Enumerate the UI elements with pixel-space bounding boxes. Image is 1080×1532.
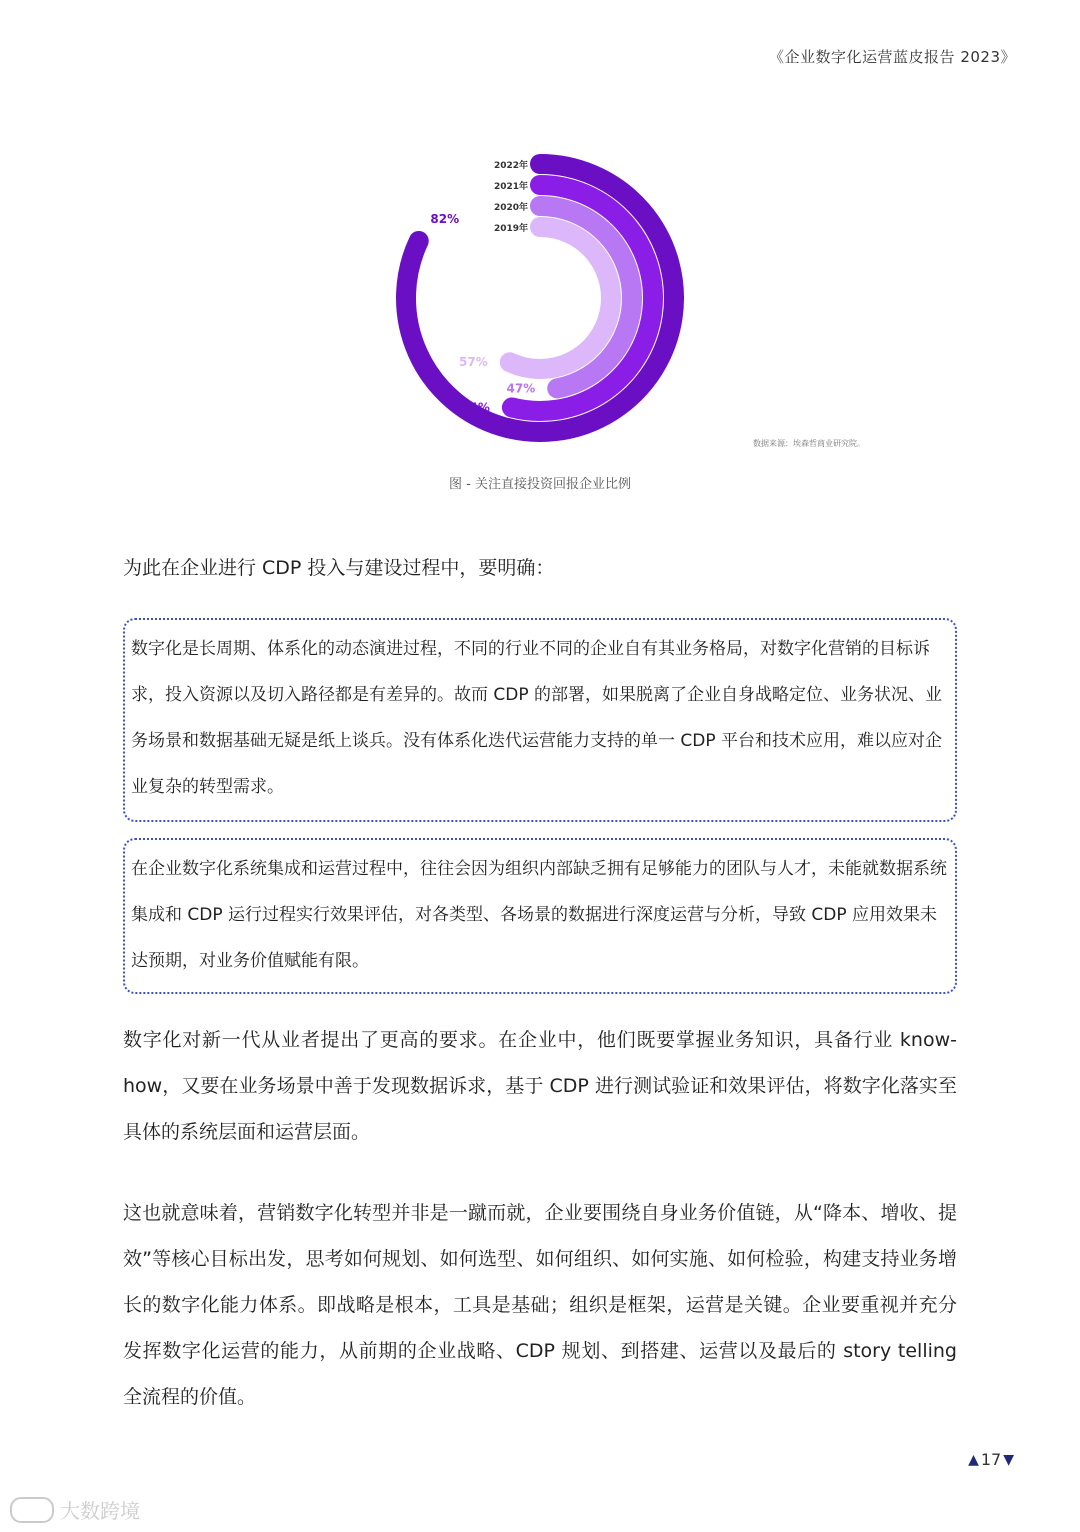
year-label: 2022年 — [493, 161, 528, 171]
watermark-logo-icon — [10, 1497, 54, 1523]
report-title: 《企业数字化运营蓝皮报告 2023》 — [769, 48, 1016, 66]
chart-source: 数据来源：埃森哲商业研究院。 — [753, 439, 865, 448]
radial-bar-2019年 — [510, 227, 611, 369]
value-label: 47% — [506, 381, 536, 396]
chart-caption: 图 - 关注直接投资回报企业比例 — [449, 477, 631, 492]
callout-box-1: 数字化是长周期、体系化的动态演进过程，不同的行业不同的企业自有其业务格局，对数字化营销的目标诉求，投入资源以及切入路径都是有差异的。故而 CDP 的部署，如果脱离了企业自身战略定位、业务状况、业务场景和数据基础无疑是纸上谈兵。没有体系化迭代运营能力支持的单一 CDP 平台和技术应用，难以应对企业复杂的转型需求。 — [123, 618, 957, 822]
lead-sentence: 为此在企业进行 CDP 投入与建设过程中，要明确： — [123, 557, 555, 579]
year-label: 2020年 — [493, 203, 528, 213]
page-navigator — [968, 1450, 1014, 1469]
value-label: 57% — [459, 355, 488, 370]
radial-chart-svg — [340, 130, 900, 460]
year-label: 2019年 — [493, 224, 528, 234]
page-down-icon[interactable]: ▼ — [1003, 1451, 1014, 1468]
paragraph-1: 数字化对新一代从业者提出了更高的要求。在企业中，他们既要掌握业务知识，具备行业 know-how，又要在业务场景中善于发现数据诉求，基于 CDP 进行测试验证和效果评估，将数字化落实至具体的系统层面和运营层面。 — [123, 1029, 957, 1143]
radial-chart — [340, 130, 900, 460]
value-label: 54% — [461, 400, 490, 415]
year-label: 2021年 — [493, 182, 528, 192]
page-up-icon[interactable]: ▲ — [968, 1451, 979, 1468]
page-number: 17 — [980, 1450, 1002, 1469]
value-label: 82% — [430, 211, 460, 226]
callout-box-2: 在企业数字化系统集成和运营过程中，往往会因为组织内部缺乏拥有足够能力的团队与人才，未能就数据系统集成和 CDP 运行过程实行效果评估，对各类型、各场景的数据进行深度运营与分析，导致 CDP 应用效果未达预期，对业务价值赋能有限。 — [123, 838, 957, 994]
watermark-text: 大数跨境 — [60, 1499, 140, 1523]
watermark — [10, 1495, 140, 1524]
paragraph-2: 这也就意味着，营销数字化转型并非是一蹴而就，企业要围绕自身业务价值链，从“降本、增收、提效”等核心目标出发，思考如何规划、如何选型、如何组织、如何实施、如何检验，构建支持业务增长的数字化能力体系。即战略是根本，工具是基础；组织是框架，运营是关键。企业要重视并充分发挥数字化运营的能力，从前期的企业战略、CDP 规划、到搭建、运营以及最后的 story telling 全流程的价值。 — [123, 1202, 957, 1408]
